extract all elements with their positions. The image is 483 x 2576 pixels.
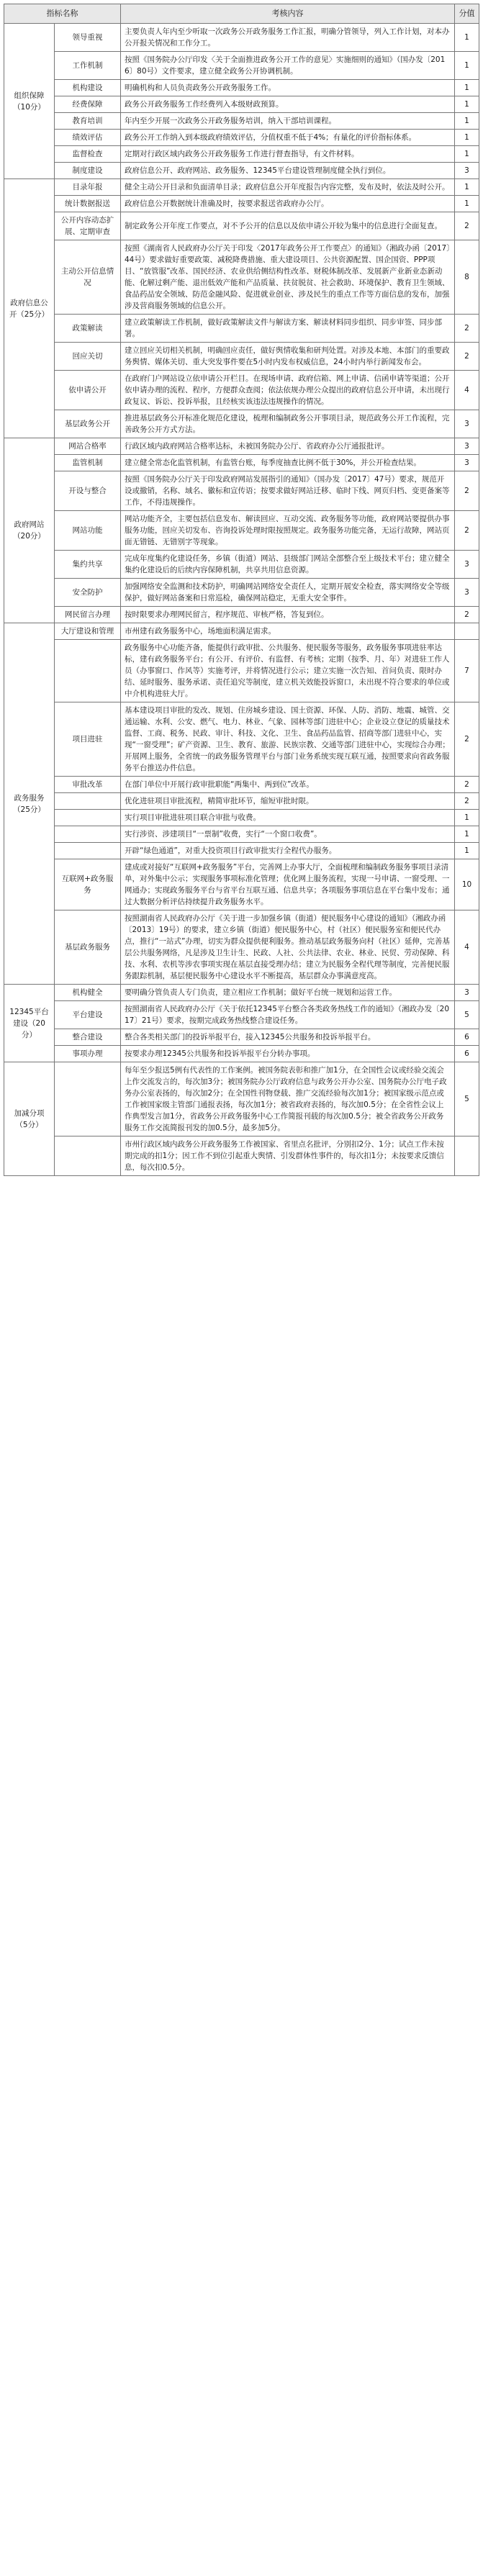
content-cell: 要明确分管负责人专门负责，建立相应工作机制；做好平台统一规划和运营工作。 bbox=[121, 985, 455, 1001]
table-row bbox=[4, 212, 479, 240]
score-cell: 4 bbox=[455, 371, 479, 410]
subindicator-cell bbox=[55, 793, 121, 810]
content-cell: 实行项目审批进驻项目联合审批与收费。 bbox=[121, 810, 455, 826]
content-cell: 制定政务公开年度工作要点，对不予公开的信息以及依申请公开较为集中的信息进行全面复查。 bbox=[121, 212, 455, 240]
subindicator-cell bbox=[55, 843, 121, 859]
score-cell: 2 bbox=[455, 315, 479, 343]
table-row bbox=[4, 96, 479, 113]
category-cell: 政府信息公开（25分） bbox=[4, 179, 55, 438]
subindicator-cell: 主动公开信息情况 bbox=[55, 240, 121, 315]
score-cell: 3 bbox=[455, 551, 479, 579]
subindicator-cell bbox=[55, 1062, 121, 1136]
content-cell: 网站功能齐全，主要包括信息发布、解读回应、互动交流、政务服务等功能，政府网站要提供办事服务功能，回应关切发布、咨询投诉处理时限按照规定。政务服务功能完备，无运行故障，网站页面无错链、无错别字等现象。 bbox=[121, 511, 455, 551]
category-cell: 政务服务（25分） bbox=[4, 623, 55, 985]
subindicator-cell: 审批改革 bbox=[55, 777, 121, 793]
score-cell: 2 bbox=[455, 607, 479, 623]
table-row bbox=[4, 985, 479, 1001]
score-cell: 3 bbox=[455, 579, 479, 607]
score-cell: 2 bbox=[455, 471, 479, 511]
table-row bbox=[4, 163, 479, 179]
subindicator-cell: 经费保障 bbox=[55, 96, 121, 113]
table-row bbox=[4, 80, 479, 96]
table-row bbox=[4, 130, 479, 146]
score-cell: 5 bbox=[455, 1001, 479, 1029]
score-cell bbox=[455, 623, 479, 640]
content-cell: 年内至少开展一次政务公开政务服务培训，纳入干部培训课程。 bbox=[121, 113, 455, 130]
content-cell: 整合各类相关部门的投诉举报平台，接入12345公共服务和投诉举报平台。 bbox=[121, 1029, 455, 1046]
subindicator-cell: 监管机制 bbox=[55, 455, 121, 471]
table-header-row bbox=[4, 4, 479, 24]
score-cell: 1 bbox=[455, 826, 479, 843]
score-cell: 3 bbox=[455, 455, 479, 471]
content-cell: 每年至少报送5例有代表性的工作案例。被国务院表彰和推广加1分，在全国性会议或经验交流会上作交流发言的，每次加3分；被国务院办公厅政府信息与政务公开办公室、国务院办公厅电子政务办公室表扬的，每次加2分；在全国性刊物登载、推广交流经验每次加1分；被国家级示范点或工作被国家级主管部门通报表扬，每次加1分；被省政府表扬的，每次加0.5分；在全省性会议上作典型发言加1分，省政务公开政务服务中心工作简报刊载的每次加0.5分；被全省政务公开政务服务工作交流简报刊发的加0.5分，最多加5分。 bbox=[121, 1062, 455, 1136]
content-cell: 定期对行政区域内政务公开政务服务工作进行督查指导，有文件材料。 bbox=[121, 146, 455, 163]
content-cell: 完成年度集约化建设任务，乡镇（街道）网站、县级部门网站全部整合至上级技术平台；建立健全集约化建设后的后续内容保障机制，共享共用信息资源。 bbox=[121, 551, 455, 579]
score-cell: 1 bbox=[455, 80, 479, 96]
subindicator-cell: 网站合格率 bbox=[55, 438, 121, 455]
subindicator-cell: 绩效评估 bbox=[55, 130, 121, 146]
subindicator-cell: 项目进驻 bbox=[55, 702, 121, 777]
subindicator-cell: 平台建设 bbox=[55, 1001, 121, 1029]
score-cell: 2 bbox=[455, 212, 479, 240]
table-row bbox=[4, 343, 479, 371]
score-cell: 8 bbox=[455, 240, 479, 315]
score-cell: 3 bbox=[455, 163, 479, 179]
category-cell: 12345平台建设（20分） bbox=[4, 985, 55, 1062]
score-cell: 6 bbox=[455, 1029, 479, 1046]
subindicator-cell: 基层政务公开 bbox=[55, 410, 121, 438]
content-cell: 基本建设项目审批的发改、规划、住房城乡建设、国土资源、环保、人防、消防、地震、城管、交通运输、水利、公安、燃气、电力、林业、气象、园林等部门进驻中心；企业设立登记的质量技术监督、工商、税务、民政、审计、科技、文化、卫生、食品药品监管、招商等部门进驻中心，实现“一窗受理”；矿产资源、卫生、教育、旅游、民族宗教、交通等部门进驻中心，实现综合办理；开展网上服务，全省统一的政务服务管理平台与部门业务系统实现互联互通，按照要求向省政务服务平台推送办件信息。 bbox=[121, 702, 455, 777]
subindicator-cell bbox=[55, 1136, 121, 1176]
content-cell: 按要求办理12345公共服务和投诉举报平台分转办事项。 bbox=[121, 1046, 455, 1062]
score-cell: 3 bbox=[455, 410, 479, 438]
table-row bbox=[4, 859, 479, 910]
subindicator-cell: 依申请公开 bbox=[55, 371, 121, 410]
content-cell: 市州行政区域内政务公开政务服务工作被国家、省里点名批评，分别扣2分、1分；试点工作未按期完成的扣1分；因工作不到位引起重大舆情、引发群体性事件的，每次扣1分；未按要求反馈信息，每次扣0.5分。 bbox=[121, 1136, 455, 1176]
table-row bbox=[4, 315, 479, 343]
table-row bbox=[4, 24, 479, 52]
content-cell: 开辟“绿色通道”，对重大投资项目行政审批实行全程代办服务。 bbox=[121, 843, 455, 859]
content-cell: 建成或对接好“互联网+政务服务”平台，完善网上办事大厅，全面梳理和编制政务服务事项目录清单，对外集中公示；实现服务事项标准化管理；优化网上服务流程，实现一号申请、一窗受理、一网通办；实现政务服务平台与省平台互联互通、信息共享；各项服务事项信息在平台集中发布；通过大数据分析评估持续提升政务服务水平。 bbox=[121, 859, 455, 910]
subindicator-cell: 互联网+政务服务 bbox=[55, 859, 121, 910]
subindicator-cell: 统计数据报送 bbox=[55, 196, 121, 212]
table-row bbox=[4, 810, 479, 826]
content-cell: 按时限要求办理网民留言，程序规范、审核严格，答复到位。 bbox=[121, 607, 455, 623]
content-cell: 健全主动公开目录和负面清单目录；政府信息公开年度报告内容完整，发布及时，依法及时公开。 bbox=[121, 179, 455, 196]
subindicator-cell: 集约共享 bbox=[55, 551, 121, 579]
score-cell: 7 bbox=[455, 640, 479, 702]
content-cell: 政府信息公开、政府网站、政务服务、12345平台建设管理制度健全执行到位。 bbox=[121, 163, 455, 179]
score-cell: 3 bbox=[455, 985, 479, 1001]
subindicator-cell: 领导重视 bbox=[55, 24, 121, 52]
content-cell: 按照《国务院办公厅印发〈关于全面推进政务公开工作的意见〉实施细则的通知》（国办发〔2016〕80号）文件要求，建立健全政务公开协调机制。 bbox=[121, 52, 455, 80]
content-cell: 在部门单位中开展行政审批职能“两集中、两到位”改革。 bbox=[121, 777, 455, 793]
table-row bbox=[4, 702, 479, 777]
content-cell: 主要负责人年内至少听取一次政务公开政务服务工作汇报，明确分管领导，列入工作计划，对本办公开报关情况和工作分工。 bbox=[121, 24, 455, 52]
content-cell: 明确机构和人员负责政务公开政务服务工作。 bbox=[121, 80, 455, 96]
subindicator-cell: 网民留言办理 bbox=[55, 607, 121, 623]
table-row bbox=[4, 196, 479, 212]
score-cell: 6 bbox=[455, 1046, 479, 1062]
content-cell: 政务公开政务服务工作经费列入本级财政预算。 bbox=[121, 96, 455, 113]
score-cell: 2 bbox=[455, 343, 479, 371]
content-cell: 在政府门户网站设立依申请公开栏目。在现场申请、政府信箱、网上申请、信函申请等渠道；公开依申请办理的流程、程序，方便群众查阅；依法依规办理公众提出的政府信息公开申请，未出现行政复议、诉讼、投诉举报，且经核实该违法违规操作的情况。 bbox=[121, 371, 455, 410]
subindicator-cell: 机构健全 bbox=[55, 985, 121, 1001]
score-cell: 1 bbox=[455, 810, 479, 826]
subindicator-cell bbox=[55, 640, 121, 702]
subindicator-cell: 大厅建设和管理 bbox=[55, 623, 121, 640]
score-cell: 2 bbox=[455, 511, 479, 551]
table-row bbox=[4, 511, 479, 551]
table-row bbox=[4, 240, 479, 315]
content-cell: 政府信息公开数据统计准确及时，按要求报送省政府办公厅。 bbox=[121, 196, 455, 212]
table-row bbox=[4, 1001, 479, 1029]
table-row bbox=[4, 1046, 479, 1062]
header-score: 分值 bbox=[455, 4, 479, 24]
table-row bbox=[4, 826, 479, 843]
subindicator-cell: 工作机制 bbox=[55, 52, 121, 80]
table-body bbox=[4, 24, 479, 1176]
subindicator-cell: 教育培训 bbox=[55, 113, 121, 130]
table-row bbox=[4, 410, 479, 438]
score-cell: 4 bbox=[455, 910, 479, 985]
header-assessment-content: 考核内容 bbox=[121, 4, 455, 24]
subindicator-cell: 政策解读 bbox=[55, 315, 121, 343]
content-cell: 市州建有政务服务中心，场地面积满足需求。 bbox=[121, 623, 455, 640]
table-row bbox=[4, 1029, 479, 1046]
table-row bbox=[4, 113, 479, 130]
content-cell: 推进基层政务公开标准化规范化建设，梳理和编制政务公开事项目录，规范政务公开工作流程，完善政务公开方式方法。 bbox=[121, 410, 455, 438]
assessment-table bbox=[4, 4, 479, 1176]
subindicator-cell: 基层政务服务 bbox=[55, 910, 121, 985]
score-cell: 10 bbox=[455, 859, 479, 910]
table-row bbox=[4, 777, 479, 793]
score-cell: 1 bbox=[455, 179, 479, 196]
score-cell: 1 bbox=[455, 196, 479, 212]
table-row bbox=[4, 471, 479, 511]
table-row bbox=[4, 640, 479, 702]
content-cell: 行政区域内政府网站合格率达标，未被国务院办公厅、省政府办公厅通报批评。 bbox=[121, 438, 455, 455]
table-row bbox=[4, 179, 479, 196]
category-cell: 政府网站（20分） bbox=[4, 438, 55, 623]
content-cell: 建立回应关切相关机制，明确回应责任，做好舆情收集和研判处置。对涉及本地、本部门的重要政务舆情、媒体关切、重大突发事件要在5小时内发布权威信息，24小时内举行新闻发布会。 bbox=[121, 343, 455, 371]
content-cell: 优化进驻项目审批流程，精简审批环节，缩短审批时限。 bbox=[121, 793, 455, 810]
table-row bbox=[4, 910, 479, 985]
table-row bbox=[4, 843, 479, 859]
content-cell: 按照《国务院办公厅关于印发政府网站发展指引的通知》（国办发〔2017〕47号）要求，规范开设或撤销，名称、域名、徽标和宣传语；按要求做好网站迁移、临时下线、网页归档、变更备案等工作，不得违规操作。 bbox=[121, 471, 455, 511]
subindicator-cell: 事项办理 bbox=[55, 1046, 121, 1062]
category-cell: 组织保障（10分） bbox=[4, 24, 55, 179]
table-row bbox=[4, 455, 479, 471]
table-row bbox=[4, 52, 479, 80]
score-cell: 1 bbox=[455, 52, 479, 80]
assessment-document bbox=[4, 4, 479, 1176]
score-cell: 2 bbox=[455, 777, 479, 793]
score-cell: 1 bbox=[455, 130, 479, 146]
score-cell: 1 bbox=[455, 843, 479, 859]
subindicator-cell bbox=[55, 826, 121, 843]
score-cell: 3 bbox=[455, 438, 479, 455]
content-cell: 政务公开工作纳入到本级政府绩效评估，分值权重不低于4%；有量化的评价指标体系。 bbox=[121, 130, 455, 146]
table-row bbox=[4, 1062, 479, 1136]
subindicator-cell: 开设与整合 bbox=[55, 471, 121, 511]
score-cell: 2 bbox=[455, 702, 479, 777]
content-cell: 按照湖南省人民政府办公厅《关于依托12345平台整合各类政务热线工作的通知》（湘政办发〔2017〕21号）要求，按期完成政务热线整合建设任务。 bbox=[121, 1001, 455, 1029]
score-cell: 1 bbox=[455, 146, 479, 163]
subindicator-cell bbox=[55, 810, 121, 826]
table-row bbox=[4, 793, 479, 810]
category-cell: 加减分项（5分） bbox=[4, 1062, 55, 1176]
content-cell: 按照湖南省人民政府办公厅《关于进一步加强乡镇（街道）便民服务中心建设的通知》（湘政办函〔2013〕19号）的要求，建立乡镇（街道）便民服务中心，村（社区）便民服务室和便民代办点，推行“一站式”办理，切实为群众提供便利服务。推动基层政务服务向村（社区）延伸，完善基层公共服务网络，凡是涉及卫生计生、民政、人社、公共法律、农业、林业、民贸、劳动保障、科技、水利、农机等涉农事项实现在基层直接受理办结；建立为民服务全程代理等制度，完善便民服务跟踪机制，基层便民服务中心建设水平不断提高，基层群众办事满意度高。 bbox=[121, 910, 455, 985]
table-row bbox=[4, 607, 479, 623]
table-row bbox=[4, 371, 479, 410]
content-cell: 按照《湖南省人民政府办公厅关于印发〈2017年政务公开工作要点〉的通知》（湘政办函〔2017〕44号）要求做好重要政策、减税降费措施、重大建设项目、公共资源配置、国企国资、PPP项目、“放管服”改革、国民经济、农业供给侧结构性改革、财税体制改革、发展新产业新业态新动能、化解过剩产能、退出低效产能和产品质量、扶贫脱贫、社会救助、环境保护、教育卫生领域、食品药品安全领域、防范金融风险、促进就业创业、涉及民生的重点工作等方面信息的发布，加强涉及营商服务领域的信息公开。 bbox=[121, 240, 455, 315]
table-row bbox=[4, 579, 479, 607]
subindicator-cell: 回应关切 bbox=[55, 343, 121, 371]
score-cell: 5 bbox=[455, 1062, 479, 1136]
subindicator-cell: 公开内容动态扩展、定期审查 bbox=[55, 212, 121, 240]
content-cell: 建立健全常态化监管机制，有监管台账，每季度抽查比例不低于30%，并公开检查结果。 bbox=[121, 455, 455, 471]
subindicator-cell: 机构建设 bbox=[55, 80, 121, 96]
header-indicator-name: 指标名称 bbox=[4, 4, 121, 24]
subindicator-cell: 目录年报 bbox=[55, 179, 121, 196]
score-cell: 1 bbox=[455, 24, 479, 52]
table-row bbox=[4, 1136, 479, 1176]
table-row bbox=[4, 146, 479, 163]
score-cell: 1 bbox=[455, 96, 479, 113]
content-cell: 政务服务中心功能齐备，能提供行政审批、公共服务、便民服务等服务，政务服务事项进驻率达标，建有政务服务平台；有公开、有评价、有监督、有考核；定期（按季、月、年）对进驻工作人员（办事窗口、作风等）实施考评，并将情况进行公示；建立实施一次告知、首问负责、限时办结、延时服务、服务承诺、责任追究等制度，建立机关效能投诉窗口，未出现不符合要求的单位或中介机构进驻大厅。 bbox=[121, 640, 455, 702]
content-cell: 建立政策解读工作机制，做好政策解读文件与解读方案、解读材料同步组织、同步审签、同步部署。 bbox=[121, 315, 455, 343]
subindicator-cell: 监督检查 bbox=[55, 146, 121, 163]
subindicator-cell: 整合建设 bbox=[55, 1029, 121, 1046]
table-row bbox=[4, 551, 479, 579]
score-cell bbox=[455, 1136, 479, 1176]
subindicator-cell: 安全防护 bbox=[55, 579, 121, 607]
subindicator-cell: 制度建设 bbox=[55, 163, 121, 179]
score-cell: 2 bbox=[455, 793, 479, 810]
content-cell: 加强网络安全监测和技术防护，明确网站网络安全责任人，定期开展安全检查，落实网络安全等级保护，做好网站备案和日常巡检，确保网站稳定，无重大安全事件。 bbox=[121, 579, 455, 607]
table-row bbox=[4, 438, 479, 455]
score-cell: 1 bbox=[455, 113, 479, 130]
table-row bbox=[4, 623, 479, 640]
content-cell: 实行涉资、涉建项目“一票制”收费，实行“一个窗口收费”。 bbox=[121, 826, 455, 843]
subindicator-cell: 网站功能 bbox=[55, 511, 121, 551]
